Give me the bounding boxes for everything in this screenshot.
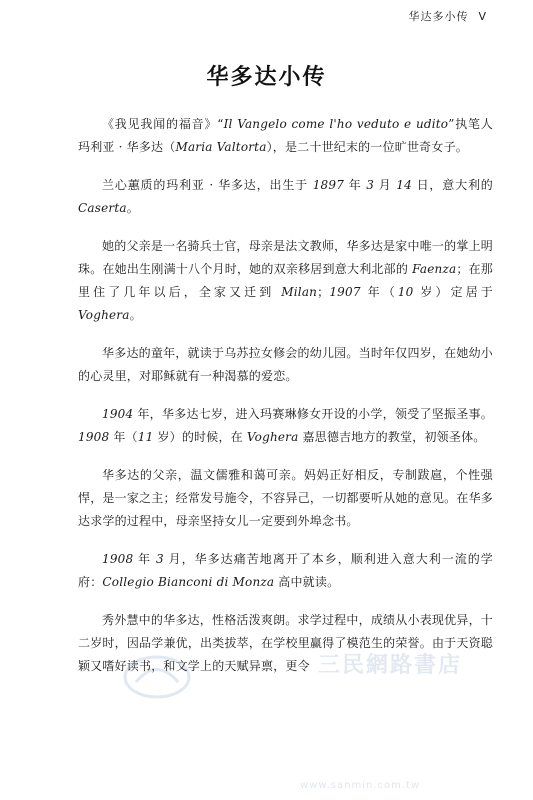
body-paragraph (78, 342, 493, 388)
paragraph-text: 年 (133, 552, 156, 566)
page-title: 华多达小传 (206, 65, 327, 90)
paragraph-text: 日，意大利的 (411, 178, 493, 192)
body-paragraph (78, 113, 493, 159)
italic-term: Caserta (78, 201, 127, 215)
body-text (78, 113, 493, 693)
italic-term: 1907 (329, 285, 361, 299)
running-header (408, 8, 487, 24)
paragraph-text: 年 (344, 178, 367, 192)
page-number: V (478, 10, 487, 23)
body-paragraph (78, 609, 493, 678)
paragraph-text: ； (317, 285, 330, 299)
paragraph-text: 《我见我闻的福音》“ (102, 117, 224, 131)
paragraph-text: 。 (129, 308, 142, 322)
paragraph-text: 华多达的童年，就读于乌苏拉女修会的幼儿园。当时年仅四岁，在她幼小的心灵里，对耶稣就有一种渴慕的爱恋。 (78, 346, 493, 383)
italic-term: 1908 (102, 552, 134, 566)
paragraph-text: 秀外慧中的华多达，性格活泼爽朗。求学过程中，成绩从小表现优异，十二岁时，因品学兼优，出类拔萃，在学校里赢得了模范生的荣誉。由于天资聪颖又嗜好读书，和文学上的天赋异禀，更令 (78, 613, 493, 673)
paragraph-text: ），是二十世纪末的一位旷世奇女子。 (266, 140, 468, 154)
italic-term: 1897 (312, 178, 345, 192)
paragraph-text: 。 (126, 201, 139, 215)
paragraph-text: 高中就读。 (274, 575, 340, 589)
paragraph-text: 年（ (360, 285, 398, 299)
watermark-url: www.sanmin.com.tw (300, 780, 421, 791)
body-paragraph (78, 235, 493, 327)
italic-term: 10 (397, 285, 414, 299)
paragraph-text: 嘉思德吉地方的教堂，初领圣体。 (298, 430, 486, 444)
paragraph-text: ；在那里住了几年以后，全家又迁到 (78, 262, 493, 299)
italic-term: 1904 (102, 407, 134, 421)
italic-term: 14 (396, 178, 412, 192)
watermark-text: 三民網路書店 (318, 653, 463, 678)
italic-term: Voghera (78, 308, 130, 322)
paragraph-text: 岁）定居于 (413, 285, 493, 299)
body-paragraph (78, 174, 493, 220)
body-paragraph (78, 464, 493, 533)
italic-term: 3 (156, 552, 164, 566)
paragraph-text: 年（ (109, 430, 138, 444)
italic-term: Il Vangelo come l'ho veduto e udito (223, 117, 449, 131)
italic-term: 1908 (78, 430, 110, 444)
running-title: 华达多小传 (408, 10, 469, 23)
italic-term: Milan (281, 285, 318, 299)
italic-term: Voghera (246, 430, 299, 444)
paragraph-text: 华多达的父亲，温文儒雅和蔼可亲。妈妈正好相反，专制跋扈，个性强悍，是一家之主；经常发号施令，不容异己，一切都要听从她的意见。在华多达求学的过程中，母亲坚持女儿一定要到外埠念书。 (78, 468, 493, 528)
italic-term: Collegio Bianconi di Monza (102, 575, 275, 589)
paragraph-text: 兰心蕙质的玛利亚 · 华多达，出生于 (102, 178, 313, 192)
paragraph-text: 月 (374, 178, 397, 192)
paragraph-text: 她的父亲是一名骑兵士官，母亲是法文教师，华多达是家中唯一的掌上明珠。在她出生刚满十八个月时，她的双亲移居到意大利北部的 (78, 239, 493, 276)
paragraph-text: 月，华多达痛苦地离开了本乡，顺利进入意大利一流的学府： (78, 552, 493, 589)
italic-term: Maria Valtorta (175, 140, 267, 154)
paragraph-text: 岁）的时候，在 (153, 430, 247, 444)
italic-term: Faenza (412, 262, 457, 276)
italic-term: 11 (137, 430, 154, 444)
paragraph-text: ”执笔人玛利亚 · 华多达（ (78, 117, 494, 154)
italic-term: 3 (366, 178, 375, 192)
body-paragraph (78, 403, 493, 449)
paragraph-text: 年，华多达七岁，进入玛赛琳修女开设的小学，领受了坚振圣事。 (133, 407, 493, 421)
body-paragraph (78, 548, 493, 594)
